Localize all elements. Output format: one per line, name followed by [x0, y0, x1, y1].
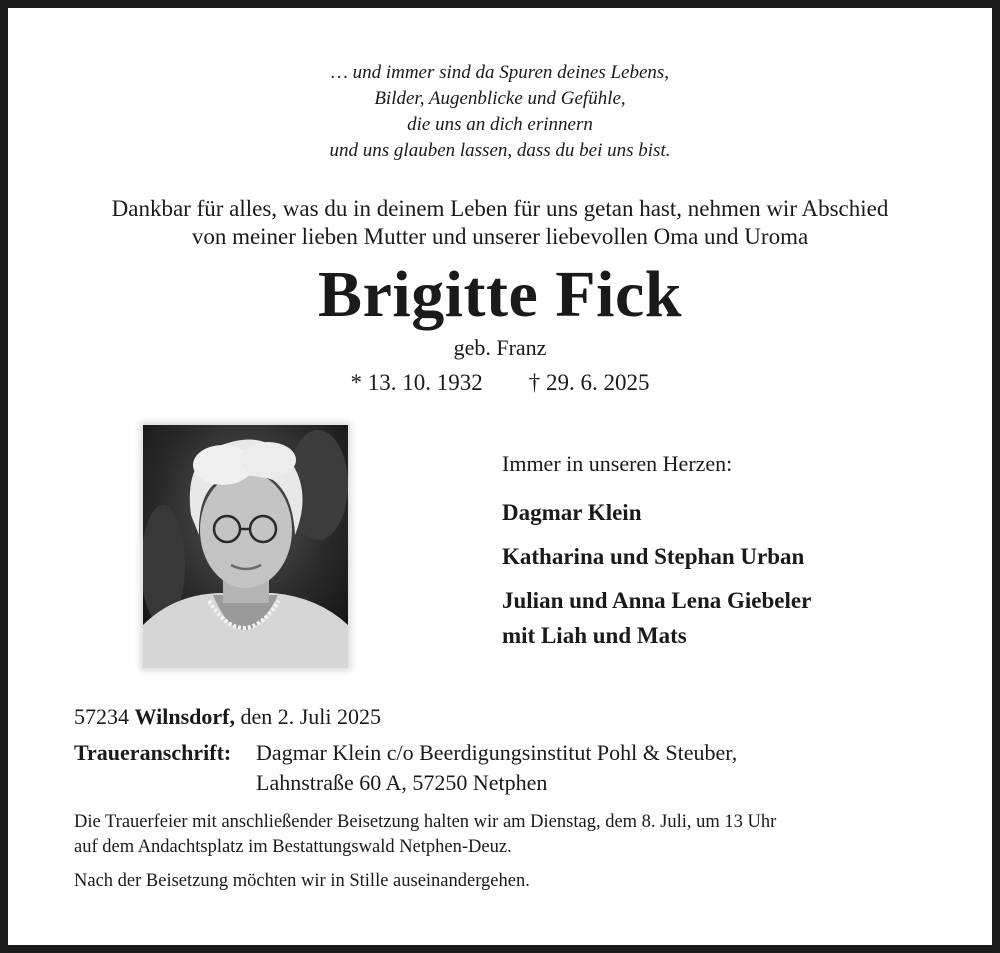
service-notice-line: Die Trauerfeier mit anschließender Beisetzung halten wir am Dienstag, dem 8. Juli, um 13 Uhr [74, 812, 777, 832]
birth-date: * 13. 10. 1932 [350, 370, 483, 395]
maiden-name: geb. Franz [453, 335, 547, 360]
death-date: † 29. 6. 2025 [528, 370, 650, 395]
address-line: Lahnstraße 60 A, 57250 Netphen [256, 770, 548, 795]
poem-line: die uns an dich erinnern [407, 114, 593, 135]
life-dates [0, 368, 1000, 398]
mourners-label: Immer in unseren Herzen: [502, 451, 733, 476]
poem-line: Bilder, Augenblicke und Gefühle, [374, 88, 626, 109]
place-and-date [74, 702, 381, 732]
mourner-name: Katharina und Stephan Urban [502, 544, 805, 569]
intro-line: von meiner lieben Mutter und unserer liebevollen Oma und Uroma [191, 224, 809, 249]
notice-date: den 2. Juli 2025 [240, 704, 382, 729]
mourner-name: Julian und Anna Lena Giebeler [502, 588, 812, 613]
portrait-image [143, 425, 348, 668]
service-notice-line: auf dem Andachtsplatz im Bestattungswald Netphen-Deuz. [74, 837, 512, 857]
poem-line: und uns glauben lassen, dass du bei uns bist. [329, 140, 671, 161]
zip-code: 57234 [74, 704, 129, 729]
deceased-name: Brigitte Fick [318, 258, 682, 331]
intro-text [0, 195, 1000, 251]
mourner-name: mit Liah und Mats [502, 623, 687, 648]
closing-notice: Nach der Beisetzung möchten wir in Stille auseinandergehen. [74, 871, 530, 891]
address-line: Dagmar Klein c/o Beerdigungsinstitut Pohl & Steuber, [256, 740, 738, 765]
address-label: Traueranschrift: [74, 740, 232, 765]
town-name: Wilnsdorf, [134, 704, 235, 729]
poem-line: … und immer sind da Spuren deines Lebens, [330, 62, 670, 83]
intro-line: Dankbar für alles, was du in deinem Leben für uns getan hast, nehmen wir Abschied [111, 196, 889, 221]
portrait-photo [143, 425, 348, 668]
poem [0, 60, 1000, 164]
mourner-name: Dagmar Klein [502, 500, 642, 525]
